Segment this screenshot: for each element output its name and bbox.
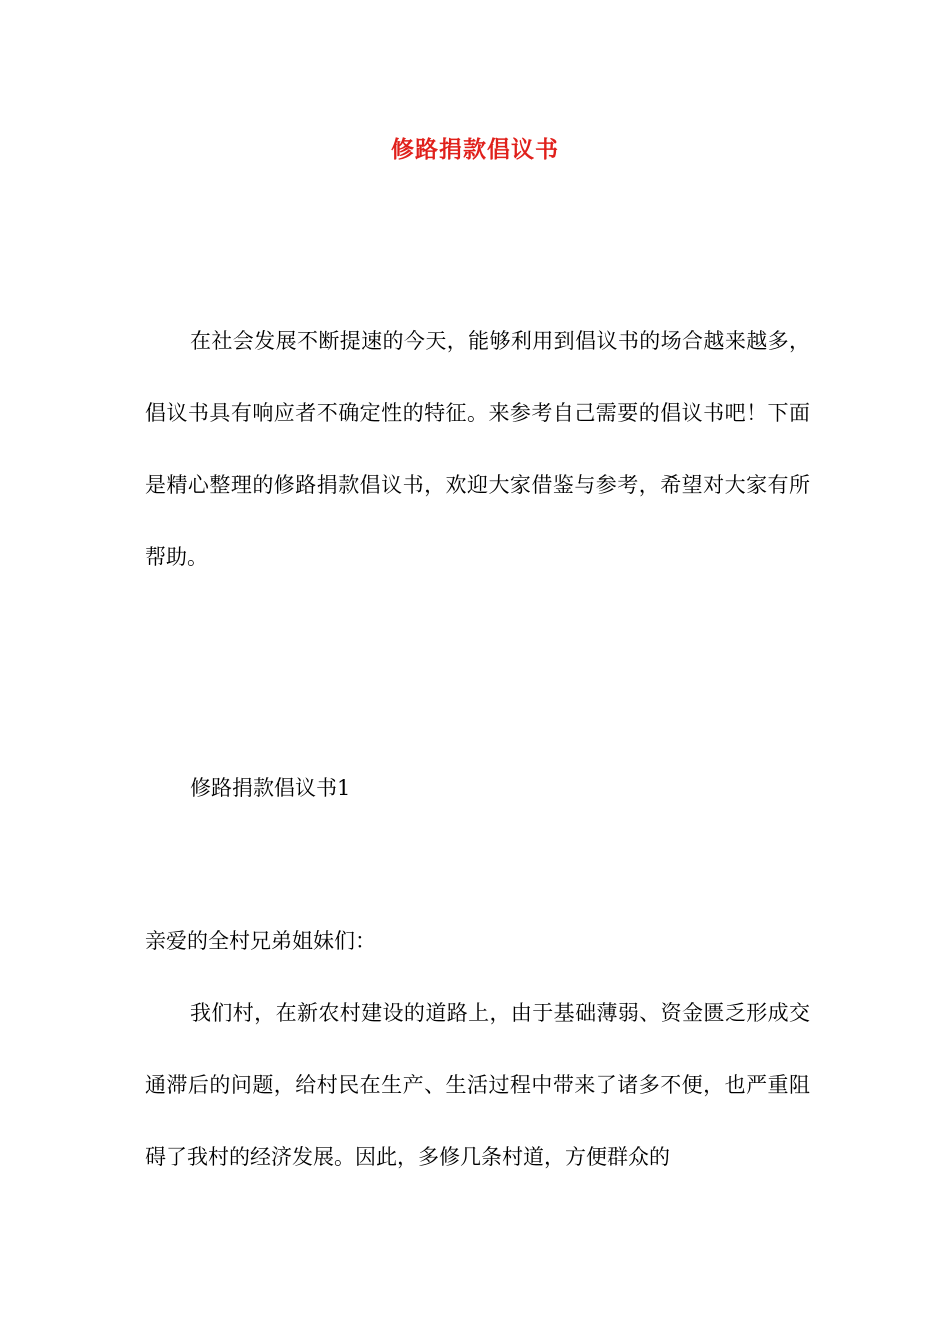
body-paragraph: 我们村，在新农村建设的道路上，由于基础薄弱、资金匮乏形成交通滞后的问题，给村民在生产、生活过程中带来了诸多不便，也严重阻碍了我村的经济发展。因此，多修几条村道，方便群众的: [145, 1001, 810, 1169]
section-title: 修路捐款倡议书1: [190, 776, 351, 800]
intro-paragraph: 在社会发展不断提速的今天，能够利用到倡议书的场合越来越多，倡议书具有响应者不确定性的特征。来参考自己需要的倡议书吧！下面是精心整理的修路捐款倡议书，欢迎大家借鉴与参考，希望对大家有所帮助。: [145, 329, 810, 569]
greeting-line: 亲爱的全村兄弟姐妹们：: [145, 929, 376, 953]
document-title: 修路捐款倡议书: [391, 137, 559, 163]
